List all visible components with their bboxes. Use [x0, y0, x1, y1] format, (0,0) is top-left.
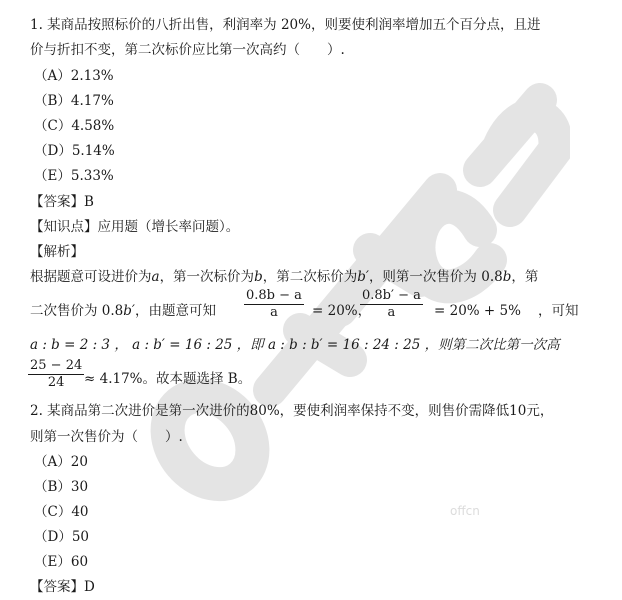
- fraction-1-numerator: 0.8b − a: [246, 288, 302, 303]
- q2-option-e: （E）60: [34, 554, 89, 570]
- q1-stem-line1: 1. 某商品按照标价的八折出售，利润率为 20%，则要使利润率增加五个百分点，且进: [30, 17, 541, 33]
- fraction-2-equals: = 20% + 5%: [434, 303, 521, 319]
- fraction-2-denominator: a: [387, 305, 396, 320]
- q1-option-c: （C）4.58%: [34, 118, 115, 134]
- q1-analysis-line2-end: ，可知: [538, 303, 579, 319]
- q1-option-a: （A）2.13%: [34, 68, 114, 84]
- q2-stem-line1: 2. 某商品第二次进价是第一次进价的80%，要使利润率保持不变，则售价需降低10元，: [30, 403, 554, 419]
- fraction-3-denominator: 24: [47, 375, 65, 390]
- q2-option-d: （D）50: [34, 529, 90, 545]
- fraction-3: [28, 358, 84, 391]
- q1-answer: 【答案】B: [30, 194, 94, 210]
- fraction-2: [360, 288, 423, 321]
- q1-analysis-label: 【解析】: [30, 244, 84, 260]
- q2-stem-line2: 则第一次售价为（ ）.: [30, 429, 183, 445]
- q1-analysis-line3: a : b = 2 : 3 ， a : b′ = 16 : 25 ，即 a : b : b′ = 16 : 24 : 25 ，则第二次比第一次高: [30, 337, 560, 353]
- q1-analysis-line1: 根据题意可设进价为a，第一次标价为b，第二次标价为b′，则第一次售价为 0.8b，第: [30, 269, 539, 285]
- fraction-2-numerator: 0.8b′ − a: [362, 288, 421, 303]
- q2-answer: 【答案】D: [30, 579, 95, 595]
- q1-analysis-line2-start: 二次售价为 0.8b′，由题意可知: [30, 303, 216, 319]
- q1-option-b: （B）4.17%: [34, 93, 114, 109]
- q2-option-b: （B）30: [34, 479, 89, 495]
- fraction-1: [244, 288, 304, 321]
- fraction-3-numerator: 25 − 24: [30, 358, 83, 373]
- q1-knowledge-point: 【知识点】应用题（增长率问题）。: [30, 219, 240, 235]
- svg-text:offcn: offcn: [450, 504, 480, 518]
- fraction-1-denominator: a: [270, 305, 278, 320]
- q1-option-d: （D）5.14%: [34, 143, 115, 159]
- q1-stem-line2: 价与折扣不变，第二次标价应比第一次高约（ ）.: [30, 42, 345, 58]
- fraction-1-equals: = 20%，: [312, 303, 372, 319]
- q2-option-a: （A）20: [34, 454, 88, 470]
- q1-analysis-line4: ≈ 4.17%。故本题选择 B。: [84, 371, 252, 387]
- q2-option-c: （C）40: [34, 504, 89, 520]
- q1-option-e: （E）5.33%: [34, 168, 114, 184]
